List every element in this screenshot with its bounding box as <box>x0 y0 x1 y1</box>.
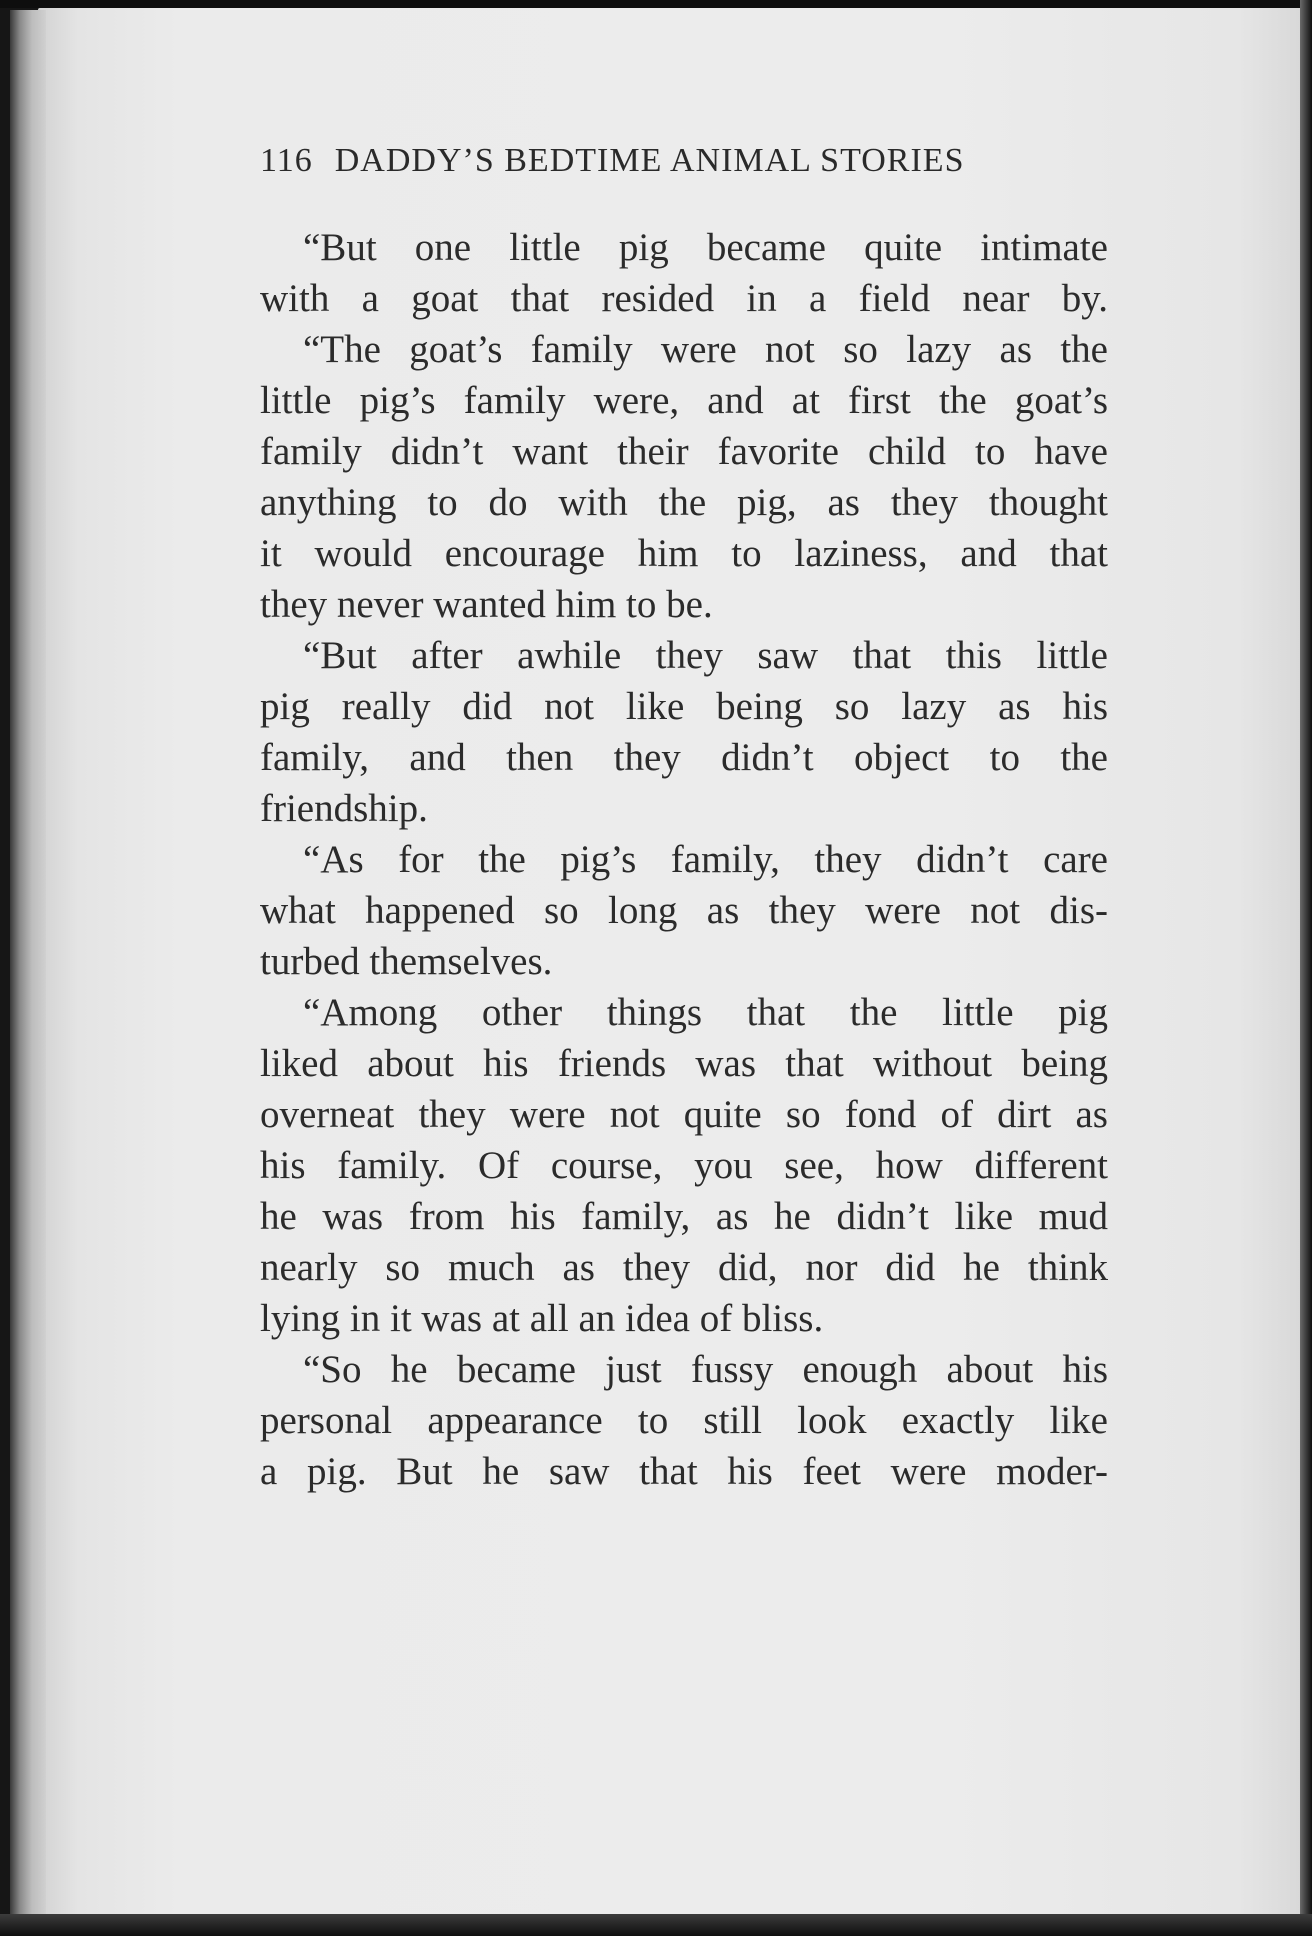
right-edge-shadow <box>1300 0 1312 1936</box>
top-edge-shadow <box>0 0 1312 8</box>
text-line: liked about his friends was that without being <box>260 1042 1108 1085</box>
text-line: friendship. <box>260 787 428 830</box>
text-line: little pig’s family were, and at first the goat’s <box>260 379 1108 422</box>
text-line: “The goat’s family were not so lazy as the <box>303 328 1108 371</box>
text-line: personal appearance to still look exactly like <box>260 1399 1108 1442</box>
text-line: a pig. But he saw that his feet were moder- <box>260 1450 1108 1493</box>
text-line: what happened so long as they were not dis- <box>260 889 1108 932</box>
running-header <box>260 142 1110 180</box>
text-line: “Among other things that the little pig <box>303 991 1108 1034</box>
text-line: “So he became just fussy enough about his <box>303 1348 1108 1391</box>
text-line: family didn’t want their favorite child to have <box>260 430 1108 473</box>
text-line: lying in it was at all an idea of bliss. <box>260 1297 824 1340</box>
text-line: “But after awhile they saw that this little <box>303 634 1108 677</box>
text-line: turbed themselves. <box>260 940 553 983</box>
text-line: it would encourage him to laziness, and that <box>260 532 1108 575</box>
running-title: DADDY’S BEDTIME ANIMAL STORIES <box>334 142 965 179</box>
text-line: nearly so much as they did, nor did he think <box>260 1246 1108 1289</box>
page-number: 116 <box>260 142 313 179</box>
text-line: with a goat that resided in a field near by. <box>260 277 1108 320</box>
text-line: anything to do with the pig, as they thought <box>260 481 1108 524</box>
bottom-edge-shadow <box>0 1914 1312 1936</box>
text-line: “But one little pig became quite intimate <box>303 226 1108 269</box>
page-gutter <box>10 10 46 1920</box>
text-line: overneat they were not quite so fond of dirt as <box>260 1093 1108 1136</box>
text-line: “As for the pig’s family, they didn’t care <box>303 838 1108 881</box>
text-line: pig really did not like being so lazy as his <box>260 685 1108 728</box>
text-line: he was from his family, as he didn’t like mud <box>260 1195 1108 1238</box>
text-line: his family. Of course, you see, how different <box>260 1144 1108 1187</box>
text-line: they never wanted him to be. <box>260 583 713 626</box>
text-line: family, and then they didn’t object to the <box>260 736 1108 779</box>
